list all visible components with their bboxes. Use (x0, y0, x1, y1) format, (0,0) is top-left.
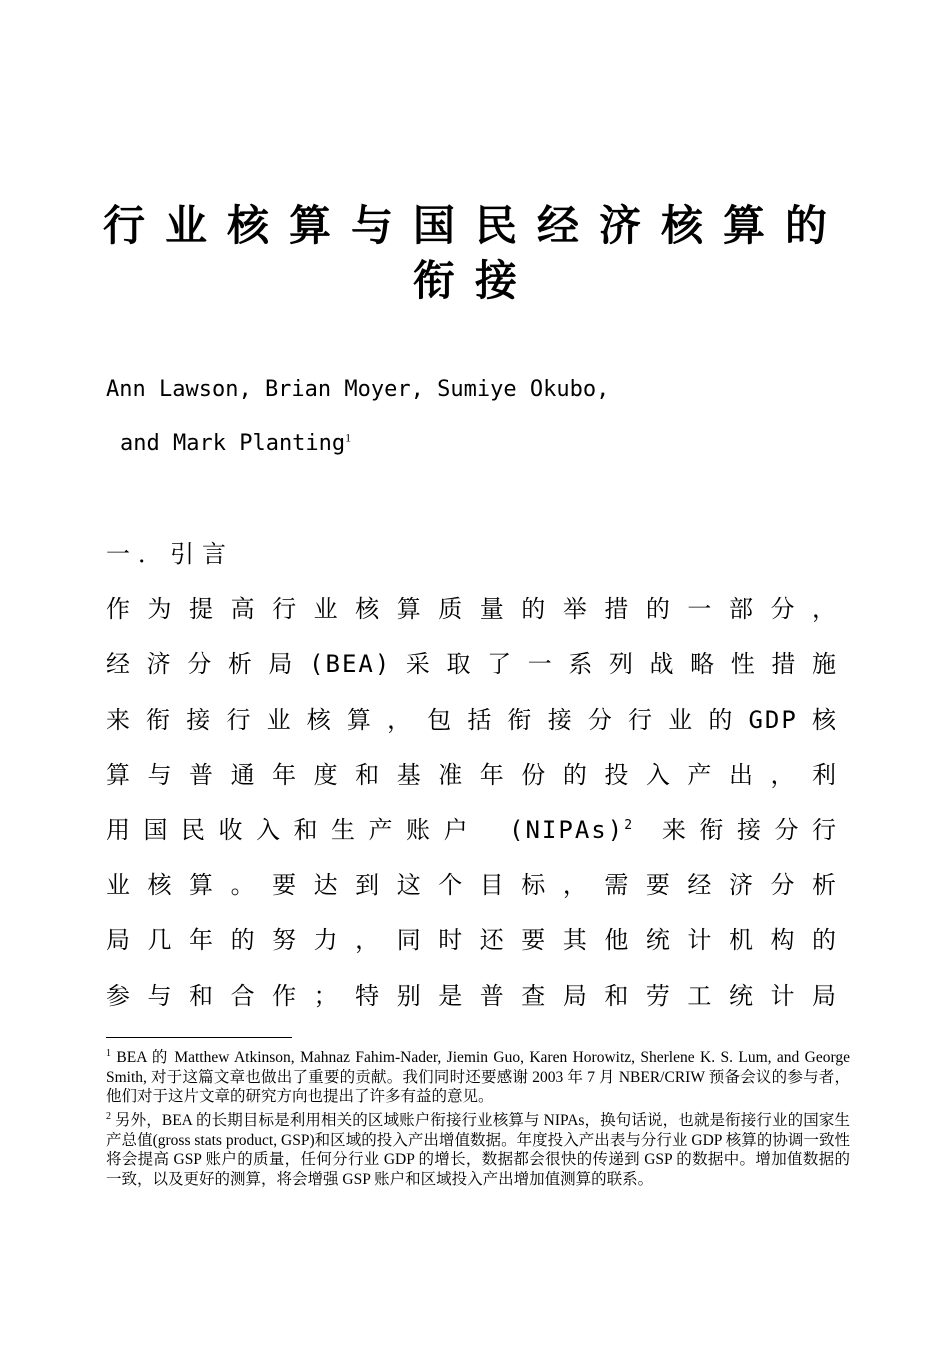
document-title-line-2: 衔接 (412, 256, 537, 305)
footnote-reference-1: 1 (345, 430, 352, 445)
body-text-segment: 来衔接分行 (661, 816, 839, 844)
body-text-line: 业核算。要达到这个目标，需要经济分析 (106, 871, 838, 899)
footnote-text: 另外，BEA 的长期目标是利用相关的区域账户衔接行业核算与 NIPAs，换句话说，也就是衔接行业的国家生产总值(gross stats product, GSP)和区域的投入产出增值数据。年度投入产出表与分行业 GDP 核算的协调一致性将会提高 GSP 账户的质量，任何分行业 GDP 的增长，数据都会很快的传递到 GSP 的数据中。增加值数据的一致，以及更好的测算，将会增强 GSP 账户和区域投入产出增加值测算的联系。 (106, 1112, 850, 1188)
body-text-line: 经济分析局(BEA)采取了一系列战略性措施 (106, 650, 838, 678)
body-text-line: 算与普通年度和基准年份的投入产出，利 (106, 761, 838, 789)
authors-names: and Mark Planting (120, 431, 346, 456)
body-text-line: 作为提高行业核算质量的举措的一部分， (106, 595, 838, 623)
footnote-text: BEA 的 Matthew Atkinson, Mahnaz Fahim-Nader, Jiemin Guo, Karen Horowitz, Sherlene K. S. Lum, and George Smith, 对于这篇文章也做出了重要的贡献。我们同时还要感谢 2003 年 7 月 NBER/CRIW 预备会议的参与者，他们对于这片文章的研究方向也提出了许多有益的意见。 (106, 1049, 851, 1105)
body-text-segment: 用国民收入和生产账户 (NIPAs) (106, 816, 625, 844)
document-title-line-1: 行业核算与国民经济核算的 (102, 201, 847, 250)
body-text-line (106, 815, 838, 845)
footnote-separator (106, 1037, 292, 1038)
footnote-reference-2: 2 (624, 818, 635, 833)
footnote-1 (106, 1048, 850, 1107)
authors-line-1: Ann Lawson, Brian Moyer, Sumiye Okubo, (106, 377, 610, 402)
authors-line-2 (120, 430, 351, 458)
footnote-number: 1 (106, 1047, 111, 1059)
body-text-line: 参与和合作；特别是普查局和劳工统计局 (106, 982, 838, 1010)
footnote-number: 2 (106, 1110, 111, 1122)
body-text-line: 局几年的努力，同时还要其他统计机构的 (106, 926, 838, 954)
section-heading: 一．引言 (106, 540, 234, 568)
body-text-line: 来衔接行业核算，包括衔接分行业的GDP核 (106, 706, 838, 734)
footnote-2 (106, 1111, 850, 1189)
